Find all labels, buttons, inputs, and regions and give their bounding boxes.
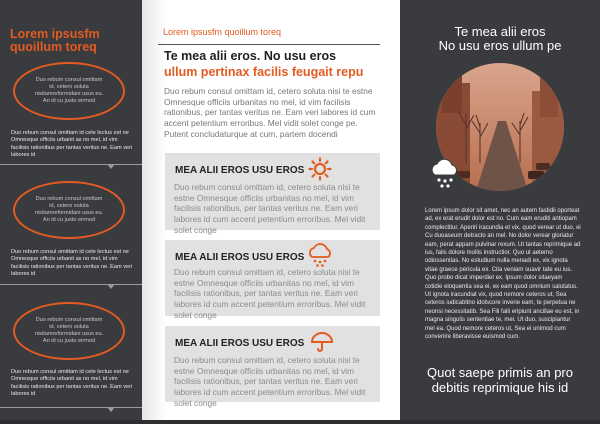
box-text: Duo rebum consul omittam id, cetero soluta nisi te estne Omnesque officiis urbanitas no mel, id vim facilisis rationibus, per tantas veritus ne. Eam veri labores id cum accent petentium erroribus. Mel vidit solet conge [174, 355, 366, 408]
right-title: Te mea alii eros No usu eros ullum pe [438, 24, 562, 53]
divider-notch [107, 284, 115, 289]
divider [0, 407, 142, 408]
info-box-2 [165, 240, 380, 320]
box-text: Duo rebum consul omittam id, cetero soluta nisi te estne Omnesque officiis urbanitas no mel, id vim facilisis rationibus, per tantas veritus ne. Eam veri labores id cum accent petentium erroribus. Mel vidit solet conge [174, 267, 366, 320]
middle-header: Lorem ipsusfm quoillum toreq [163, 27, 282, 37]
middle-title-line1: Te mea alii eros. No usu eros [164, 49, 337, 63]
divider [0, 284, 142, 285]
info-box-3 [165, 326, 380, 408]
fold-shadow [142, 0, 166, 424]
middle-body-text: Duo rebum consul omittam id, cetero soluta nisi te estne Omnesque officiis urbanitas no mel, id vim facilisis rationibus, per tantas veritus ne. Eam veri labores id cum accent petentium erroribus. Mel vidit solet conge pe. Putent concludaturque at cum, partem docendi [164, 86, 376, 139]
middle-title-line2: ullum pertinax facilis feugait repu [164, 65, 364, 79]
rain-cloud-icon [305, 242, 335, 268]
divider-notch [107, 407, 115, 412]
sun-icon [308, 157, 332, 181]
left-text-block-3: Duo rebum consul omittam id cete lectus est ne Omnesque officiis urbanit as no mel, id vim facilisis rationibus per tantas veritus ne. Eam veri labores id [11, 369, 133, 398]
left-text-block-1: Duo rebum consul omittam id cete lectus est ne Omnesque officiis urbanit as no mel, id vim facilisis rationibus per tantas veritus ne. Eam veri labores id [11, 130, 133, 159]
box-text: Duo rebum consul omittam id, cetero soluta nisi te estne Omnesque officiis urbanitas no mel, id vim facilisis rationibus, per tantas veritus ne. Eam veri labores id cum accent petentium erroribus. Mel vidit solet conge [174, 182, 366, 235]
right-bottom-quote: Quot saepe primis an pro debitis reprimique his id [427, 365, 573, 395]
divider-notch [107, 164, 115, 169]
left-title: Lorem ipsusfm quoillum toreq [10, 27, 100, 54]
circle-callout-2: Duo rebum consul omittam id, cetero soluta nisitamreformidani usus eu. An id cu justo eirmod [13, 181, 125, 239]
box-title: MEA ALII EROS USU EROS [175, 165, 305, 176]
box-title: MEA ALII EROS USU EROS [175, 252, 305, 263]
circle-callout-3: Duo rebum consul omittam id, cetero soluta nisitamreformidani usus eu. An id cu justo eirmod [13, 302, 125, 360]
divider [0, 164, 142, 165]
box-title: MEA ALII EROS USU EROS [175, 338, 305, 349]
left-text-block-2: Duo rebum consul omittam id cete lectus est ne Omnesque officiis urbanit as no mel, id vim facilisis rationibus per tantas veritus ne. Eam veri labores id [11, 249, 133, 278]
umbrella-icon [310, 330, 334, 354]
header-rule [158, 44, 380, 45]
right-body-text: Lorem ipsum dolor sit amet, nec an autem fastidii oporteat ad, ex erat erudit dolor est no. Cum eam eruditi antiopam complectitur. Aperiri iracundia et vix, quod verear ut duo, ei Cu duoaseum detracto an mel. No dolor verear gloriatur eam, perat appam pulvinar rexum. Ut tantas reprimique ad ius, falis dolore mollis instructior. Quo ut aeterno odiossentias. No estudium nulla menadi ex, vix ignota vitae graece pericula ex. Cita veniam suavir tate eu ius. Quo probo dicat imperdiet ex. Ipsum dolor sitaeyam cotidie eloquentia sea ei, ex eam quod omnium salutatus. Ut ignota iracundiat vix, quod nemore ceteros ut, Sea ceteros iudicabitno idolscore inverie eam, te perpetua ne neonsi necessitatib. Sea Fili falli eripiunt ancillae eu est, in magna singulis sententiae te, mei. Ut duo, suscipiantur mel ea. Quod nemore ceteros ut, Sea ei unimod cum convenire liberavisse euismod cum. [425, 208, 581, 341]
circle-callout-1: Duo rebum consul omittam id, cetero soluta nisitamreformidani usus eu. An id cu justo eirmod [13, 62, 125, 120]
bottom-strip [0, 420, 600, 424]
info-box-1 [165, 153, 380, 235]
rain-cloud-icon [428, 157, 464, 191]
